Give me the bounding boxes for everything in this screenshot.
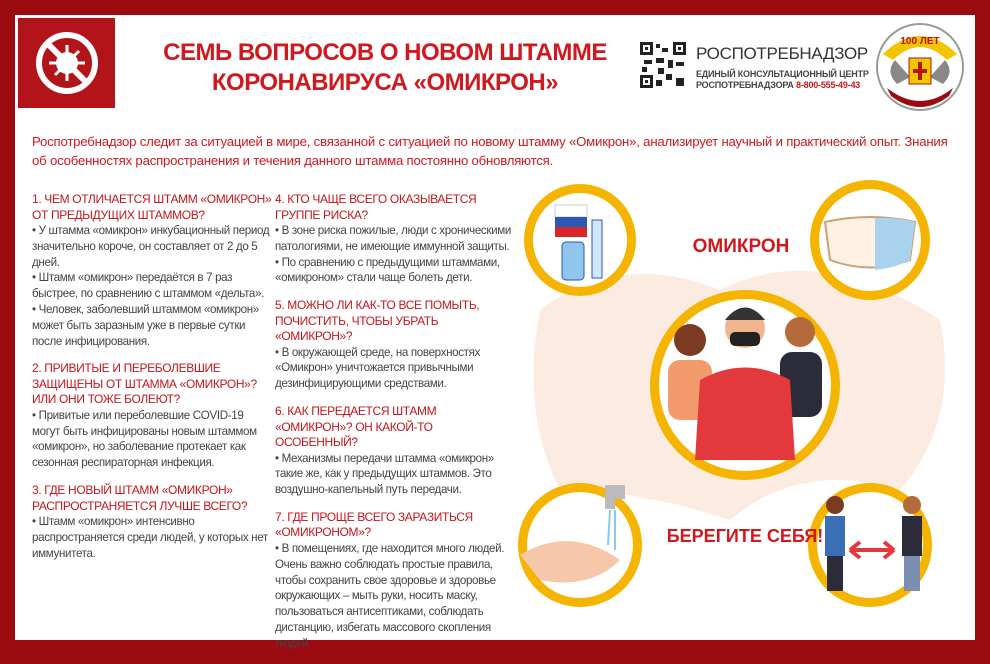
- phone-number[interactable]: 8-800-555-49-43: [796, 80, 861, 90]
- question-1: [32, 192, 272, 349]
- question-heading: 6. КАК ПЕРЕДАЕТСЯ ШТАММ «ОМИКРОН»? ОН КАКОЙ-ТО ОСОБЕННЫЙ?: [275, 404, 437, 450]
- brand-block: [640, 42, 870, 92]
- consult-center: [696, 69, 869, 91]
- vaccine-circle: [524, 184, 636, 296]
- questions-column-middle: [275, 192, 515, 664]
- brand-name: РОСПОТРЕБНАДЗОР: [696, 44, 868, 63]
- question-heading: 7. ГДЕ ПРОЩЕ ВСЕГО ЗАРАЗИТЬСЯ «ОМИКРОНОМ»?: [275, 509, 473, 540]
- consult-center-label: ЕДИНЫЙ КОНСУЛЬТАЦИОННЫЙ ЦЕНТР: [696, 69, 869, 79]
- answer-point: • Человек, заболевший штаммом «омикрон» может быть заразным уже в первые сутки после инфицирования.: [32, 302, 259, 348]
- question-7: [275, 510, 515, 652]
- anniversary-emblem: [875, 22, 965, 112]
- question-heading: 2. ПРИВИТЫЕ И ПЕРЕБОЛЕВШИЕ ЗАЩИЩЕНЫ ОТ ШТАММА «ОМИКРОН»? ИЛИ ОНИ ТОЖЕ БОЛЕЮТ?: [32, 361, 257, 407]
- page-title: [130, 38, 640, 98]
- handwash-circle: [518, 483, 642, 607]
- svg-text:100 ЛЕТ: 100 ЛЕТ: [900, 36, 940, 47]
- answer-point: • Штамм «омикрон» интенсивно распространяется среди людей, у которых нет иммунитета.: [32, 515, 268, 560]
- question-6: [275, 404, 515, 498]
- question-heading: 3. ГДЕ НОВЫЙ ШТАММ «ОМИКРОН» РАСПРОСТРАНЯЕТСЯ ЛУЧШЕ ВСЕГО?: [32, 483, 248, 513]
- distance-circle: [808, 483, 932, 607]
- no-virus-logo: [18, 18, 115, 108]
- question-heading: 4. КТО ЧАЩЕ ВСЕГО ОКАЗЫВАЕТСЯ ГРУППЕ РИСКА?: [275, 192, 477, 222]
- answer-point: • Привитые или переболевшие COVID-19 могут быть инфицированы новым штаммом «омикрон», но заболевание протекает как сезонная респираторная инфекция.: [32, 408, 257, 470]
- label-omicron: ОМИКРОН: [692, 236, 790, 257]
- question-2: [32, 361, 272, 471]
- people-circle: [650, 290, 840, 480]
- answer-point: • У штамма «омикрон» инкубационный период значительно короче, он составляет от 2 до 5 дней.: [32, 224, 270, 269]
- intro-text: Роспотребнадзор следит за ситуацией в мире, связанной с ситуацией по новому штамму «Омикрон», анализирует научный и практический опыт. Знания об особенностях распространения и течения данного штамма постоянно обновляются.: [32, 134, 948, 168]
- question-5: [275, 298, 515, 392]
- questions-column-left: [32, 192, 272, 573]
- illustration: [500, 160, 970, 630]
- question-4: [275, 192, 515, 286]
- no-virus-icon: [32, 28, 102, 98]
- title-line: СЕМЬ ВОПРОСОВ О НОВОМ ШТАММЕ: [163, 39, 607, 66]
- qr-code-icon: [640, 42, 686, 88]
- title-line: КОРОНАВИРУСА «ОМИКРОН»: [211, 69, 559, 96]
- answer-point: • В зоне риска пожилые, люди с хроническими патологиями, не имеющие иммунной защиты.: [275, 224, 511, 253]
- answer-point: • Механизмы передачи штамма «омикрон» такие же, как у предыдущих штаммов. Это воздушно-капельный путь передачи.: [275, 451, 494, 497]
- question-3: [32, 483, 272, 561]
- label-take-care: БЕРЕГИТЕ СЕБЯ!: [666, 526, 824, 546]
- answer-point: • По сравнению с предыдущими штаммами, «омикроном» стали чаще болеть дети.: [275, 255, 500, 285]
- consult-center-label: РОСПОТРЕБНАДЗОРА: [696, 80, 794, 90]
- answer-point: • Штамм «омикрон» передаётся в 7 раз быстрее, по сравнению с штаммом «дельта».: [32, 271, 264, 301]
- answer-point: • В окружающей среде, на поверхностях «Омикрон» уничтожается привычными дезинфицирующими средствами.: [275, 345, 481, 391]
- answer-point: • В помещениях, где находится много людей. Очень важно соблюдать простые правила, чтобы сохранить свое здоровье и здоровье окружающих – мыть руки, носить маску, пользоваться антисептиками, соблюдать дистанцию, избегать массового скопления людей.: [275, 541, 505, 650]
- question-heading: 5. МОЖНО ЛИ КАК-ТО ВСЕ ПОМЫТЬ, ПОЧИСТИТЬ, ЧТОБЫ УБРАТЬ «ОМИКРОН»?: [275, 298, 480, 344]
- mask-circle: [810, 180, 930, 300]
- question-heading: 1. ЧЕМ ОТЛИЧАЕТСЯ ШТАММ «ОМИКРОН» ОТ ПРЕДЫДУЩИХ ШТАММОВ?: [32, 192, 272, 222]
